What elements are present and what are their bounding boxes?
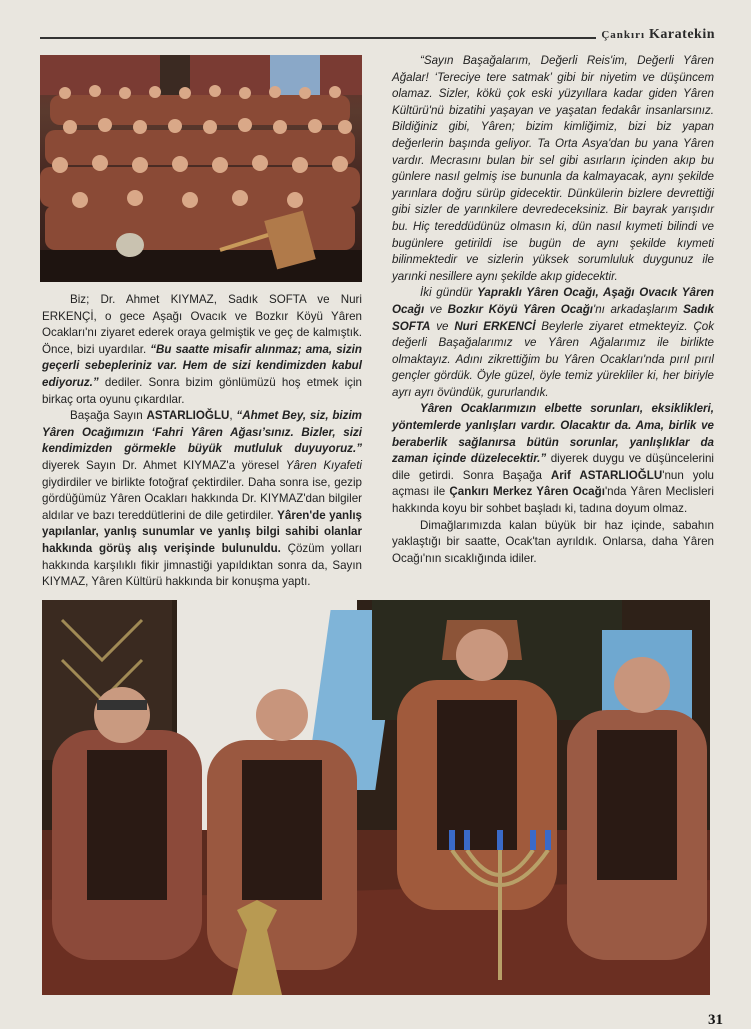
left-paragraph-2 — [42, 408, 362, 591]
left-paragraph-1 — [42, 292, 362, 408]
text-run: “Bu saatte misafir alınmaz; ama, sizin geçerli sebepleriniz var. Hem de sizi kendimizden kabul ediyoruz.” — [42, 342, 362, 389]
text-run: Dimağlarımızda kalan büyük bir haz içinde, sabahın yaklaştığı bir saatte, Ocak'tan ayrıldık. Onlarsa, daha Yâren Ocağı'nın sıcaklığında idiler. — [392, 518, 714, 565]
four-men-photo — [42, 600, 710, 995]
header-town: Karatekin — [649, 27, 715, 42]
group-photo-illustration — [40, 55, 362, 282]
text-run: Başağa Sayın — [70, 409, 147, 423]
text-run: diyerek Sayın Dr. Ahmet KIYMAZ'a yöresel — [42, 458, 286, 472]
text-run: ve — [430, 319, 455, 333]
text-run: 'nun yolu açması ile — [392, 468, 715, 499]
text-run: Arif ASTARLIOĞLU — [550, 468, 663, 482]
text-run: Yâren'de yanlış yapılanlar, yanlış sunumlar ve yanlış bilgi sahibi olanlar hakkında görüş alış verişinde bulunuldu. — [42, 508, 363, 555]
header-city: Çankırı — [601, 29, 646, 41]
text-run: diyerek duygu ve düşüncelerini dile getirdi. Sonra Başağa — [392, 452, 714, 482]
text-run: Beylerle ziyaret etmekteyiz. Çok değerli Başağalarımız ve Yâren Ağalarımız ile birlikte olmaktayız. Adını zikrettiğim bu Yâren Ocakları'nda pırıl pırıl gençler gördük. Öyle güzel, öyle temiz yürekliler ki, her biriyle ayrı ayrı övündük, gururlandık. — [392, 319, 715, 399]
text-run: Sadık SOFTA — [392, 302, 715, 333]
text-run: Çankırı Merkez Yâren Ocağı — [449, 485, 605, 499]
header-rule — [40, 37, 596, 39]
text-run: giydirdiler ve birlikte fotoğraf çektirdiler. Daha sonra ise, gezip gördüğümüz Yâren Ocakları hakkında Dr. KIYMAZ'dan bilgiler aldılar ve bazı tereddütlerini de dile getirdiler. — [42, 475, 362, 522]
running-header — [601, 27, 715, 43]
left-column — [42, 292, 362, 591]
text-run: Bozkır Köyü Yâren Ocağı — [447, 302, 594, 316]
text-run: 'nı arkadaşlarım — [593, 302, 684, 316]
four-men-photo-illustration — [42, 600, 710, 995]
right-paragraph-1 — [392, 53, 714, 285]
text-run: , — [229, 409, 237, 423]
text-run: Çözüm yolları hakkında karşılıklı fikir jimnastiği yapıldıktan sonra da, Sayın KIYMAZ, Yâren Kültürü hakkında bir konuşma yaptı. — [42, 541, 362, 589]
page-number: 31 — [708, 1012, 723, 1028]
text-run: “Ahmet Bey, siz, bizim Yâren Ocağımızın ‘Fahri Yâren Ağası’sınız. Bizler, sizi kendimizden görmekle büyük mutluluk duyuyoruz.” — [42, 409, 362, 456]
text-run: dediler. Sonra bizim gönlümüzü hoş etmek için birkaç orta oyunu çıkardılar. — [42, 375, 362, 406]
text-run: Yâren Kıyafeti — [285, 458, 362, 472]
text-run: Biz; Dr. Ahmet KIYMAZ, Sadık SOFTA ve Nuri ERKENÇİ, o gece Aşağı Ovacık ve Bozkır Köyü Yâren Ocakları'nı ziyaret ederek oraya gelmiştik ve geç de kalmıştık. Önce, bizi uyardılar. — [42, 293, 362, 356]
text-run: Yâren Ocaklarımızın elbette sorunları, eksiklikleri, yöntemlerde yanlışları vardır. Olacaktır da. Ama, birlik ve beraberlik sağlanırsa bütün sorunlar, yanlışlıklar da zaman içinde düzelecektir.” — [392, 402, 714, 466]
group-photo — [40, 55, 362, 282]
text-run: 'nda Yâren Meclisleri hakkında koyu bir sohbet başladı ki, tadına doyum olmaz. — [392, 485, 714, 516]
text-run: ve — [424, 302, 448, 316]
right-paragraph-2 — [392, 285, 714, 401]
text-run: İki gündür — [420, 286, 478, 300]
right-column — [392, 53, 714, 567]
right-paragraph-4 — [392, 518, 714, 568]
text-run: Yapraklı Yâren Ocağı, Aşağı Ovacık Yâren Ocağı — [392, 286, 714, 316]
right-paragraph-3 — [392, 401, 714, 517]
text-run: Nuri ERKENCİ — [454, 319, 536, 333]
text-run: ASTARLIOĞLU — [146, 409, 230, 423]
text-run: “Sayın Başağalarım, Değerli Reis'im, Değerli Yâren Ağalar! ‘Tereciye tere satmak’ gibi bir niyetim ve düşüncem olamaz. Sizler, kökü çok eski yüzyıllara kadar giden Yâren Kültürü'nü bizatihi yaşayan ve yaşatan fedakâr insanlarsınız. Bildiğiniz gibi, Yâren; bizim kimliğimiz, bizi biz yapan değerlerin başında geliyor. Ta Orta Asya'dan bu yana Yâren vardır. Mecrasını bulan bir sel gibi asırların içinden akıp bu günlere nasıl gelmiş ise bununla da kalmayacak, aynı şekilde yarınlara doğru sürüp gidecektir. Dünkülerin bizlere devrettiği gibi sizler de yarınkilere devredeceksiniz. Bir bayrak yarışıdır bu. Hiç tereddüdünüz olmasın ki, dün nasıl kıymeti bilindi ve bugünlere getirildi ise bugün de aynı şekilde kıymeti bilinmektedir ve sizlerin yüksek sorumluluk duygunuz ile yarınki nesillere aynı şekilde akıp gidecektir. — [392, 54, 714, 283]
